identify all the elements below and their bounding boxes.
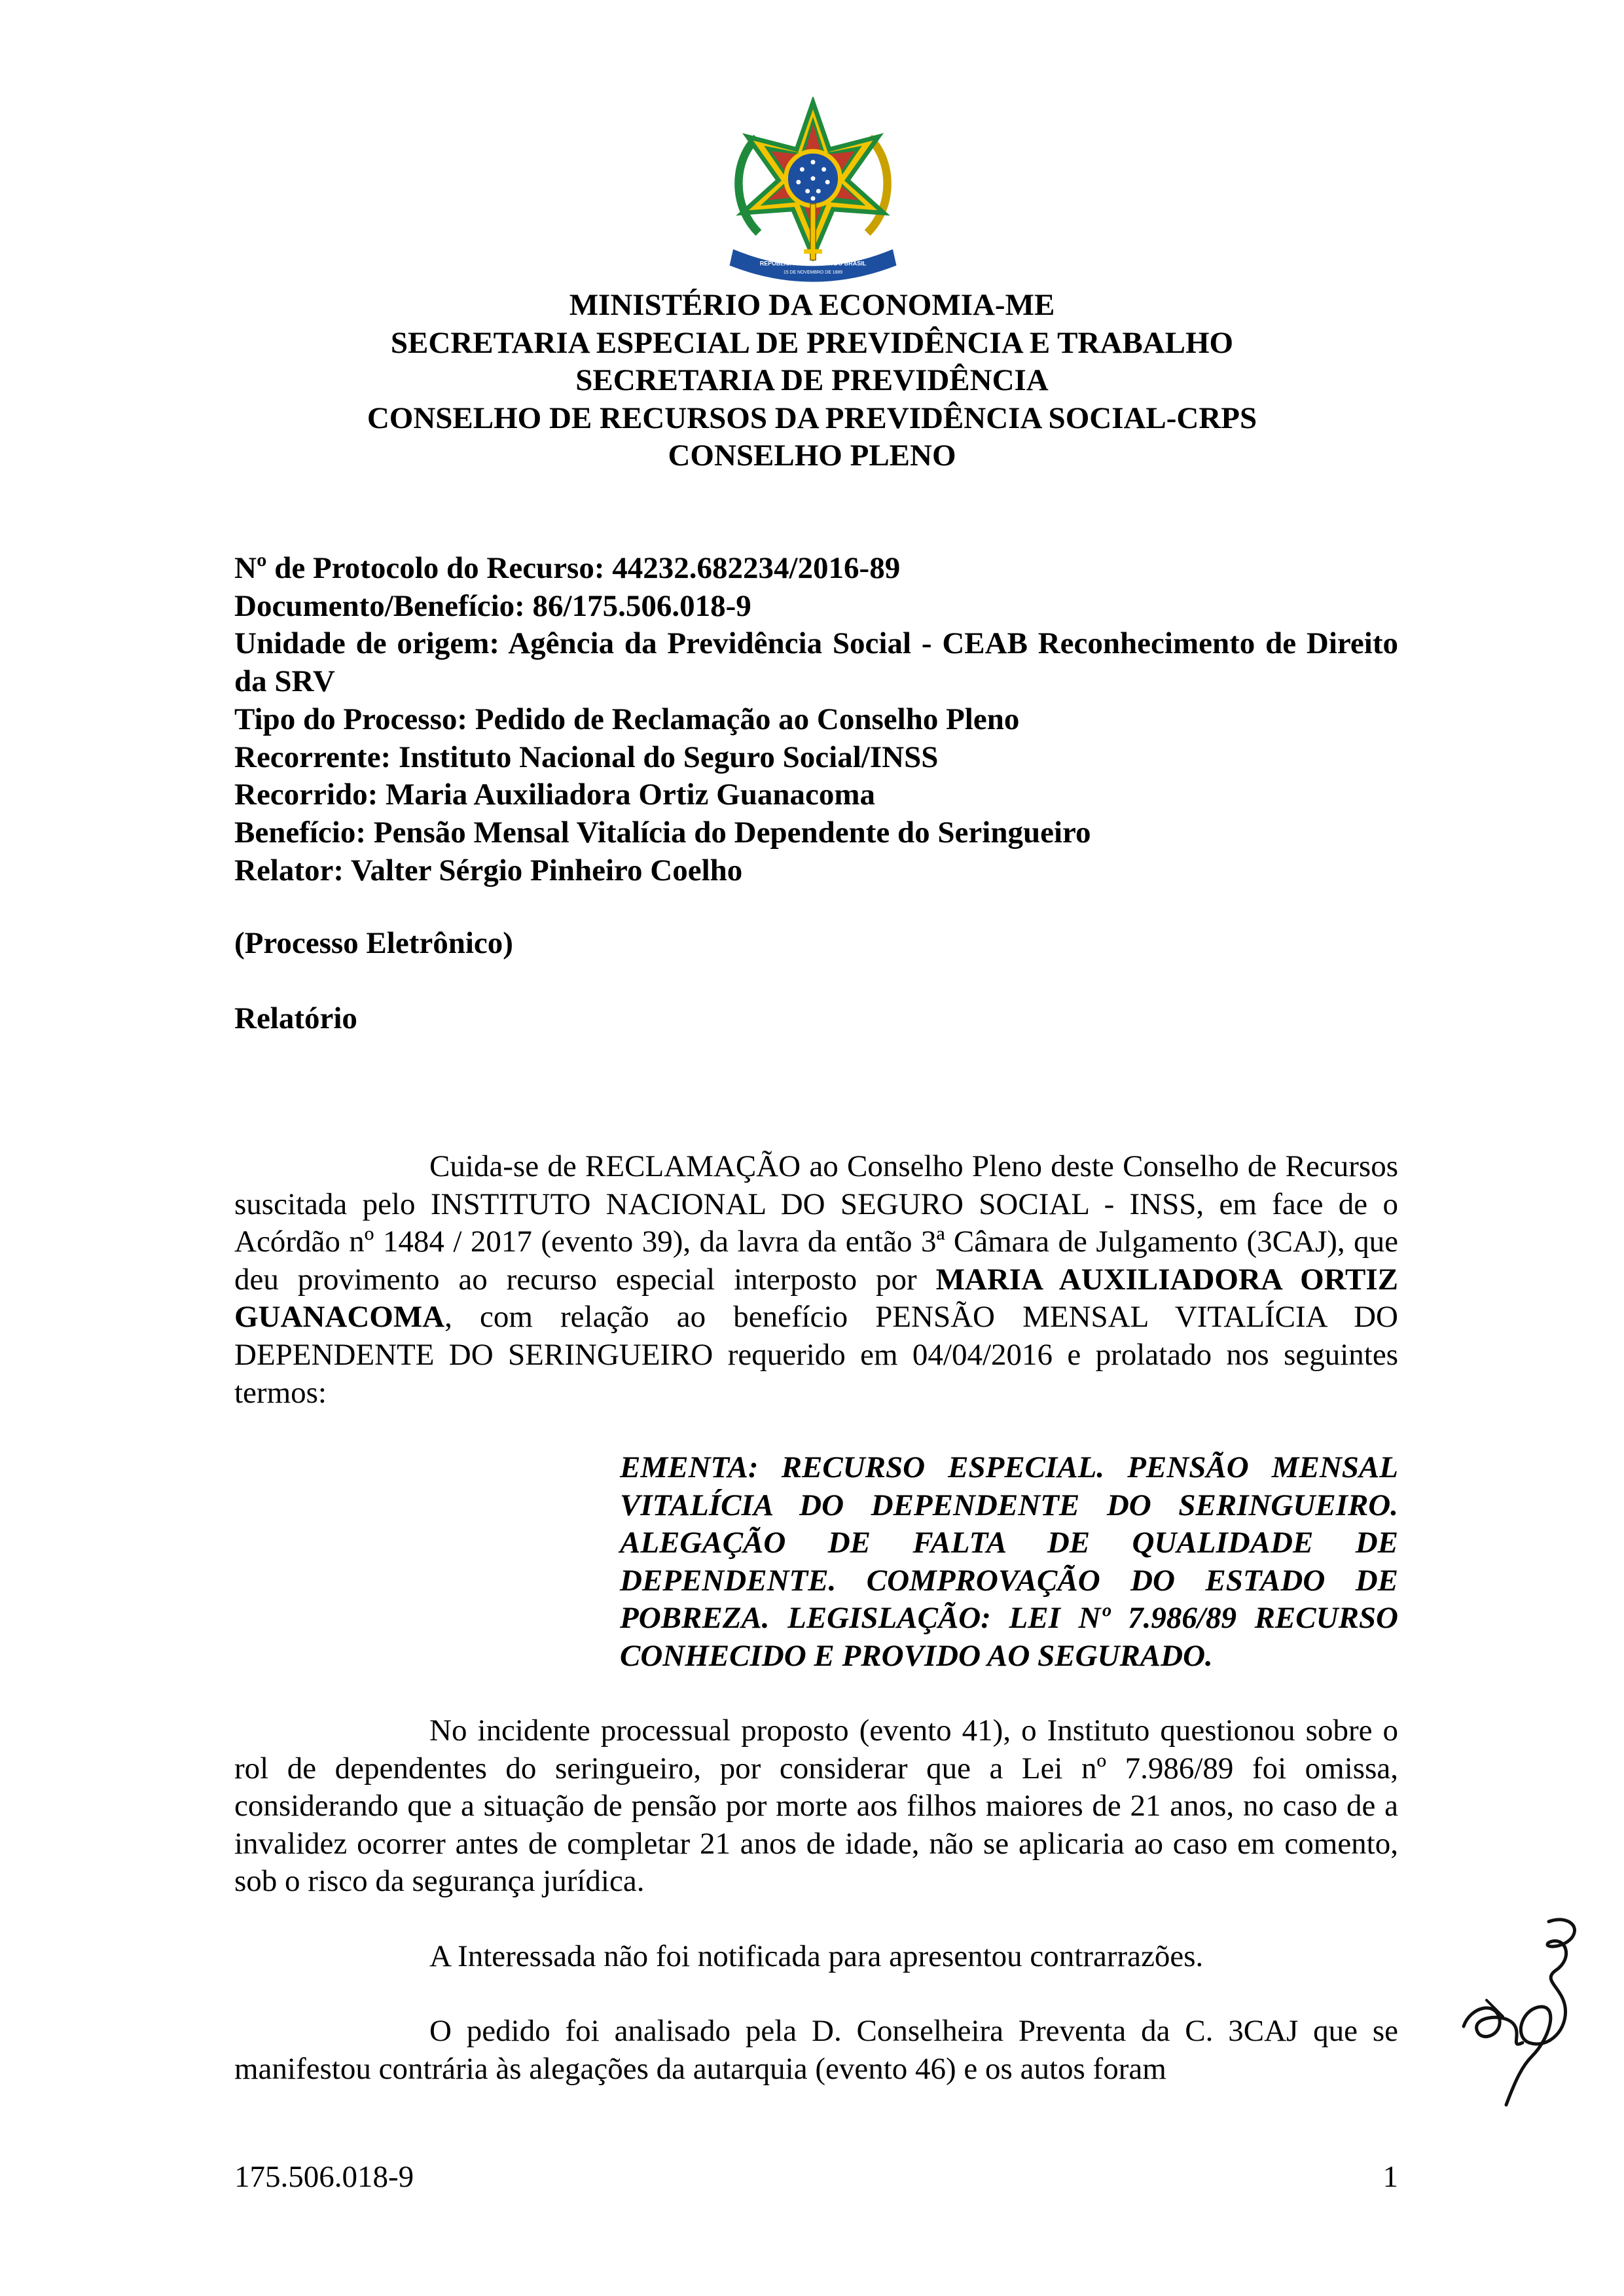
meta-relator: Relator: Valter Sérgio Pinheiro Coelho (234, 853, 743, 888)
header-plenary: CONSELHO PLENO (668, 439, 956, 473)
relatorio-heading: Relatório (234, 1001, 357, 1035)
paragraph-1-party-name: MARIA AUXILIADORA ORTIZ GUANACOMA (234, 1262, 1398, 1335)
footer-doc-number: 175.506.018-9 (234, 2160, 414, 2194)
paragraph-1-intro: Cuida-se de RECLAMAÇÃO ao Conselho Pleno deste Conselho de Recursos suscitada pelo INSTITUTO NACIONAL DO SEGURO SOCIAL - INSS, em face de o Acórdão nº 1484 / 2017 (evento 39), da lavra da então 3ª Câmara de Julgamento (3CAJ), que deu provimento ao recurso especial interposto por (234, 1149, 1398, 1297)
header-special-secretariat: SECRETARIA ESPECIAL DE PREVIDÊNCIA E TRABALHO (390, 325, 1234, 360)
meta-tipo: Tipo do Processo: Pedido de Reclamação ao Conselho Pleno (234, 702, 1020, 736)
meta-documento: Documento/Benefício: 86/175.506.018-9 (234, 588, 751, 623)
emblem-date-text: 15 DE NOVEMBRO DE 1889 (783, 270, 843, 276)
ementa-quote: EMENTA: RECURSO ESPECIAL. PENSÃO MENSAL VITALÍCIA DO DEPENDENTE DO SERINGUEIRO. ALEGAÇÃO DE FALTA DE QUALIDADE DE DEPENDENTE. COMPROVAÇÃO DO ESTADO DE POBREZA. LEGISLAÇÃO: LEI Nº 7.986/89 RECURSO CONHECIDO E PROVIDO AO SEGURADO. (620, 1450, 1398, 1673)
meta-recorrente: Recorrente: Instituto Nacional do Seguro Social/INSS (234, 740, 939, 774)
footer-page-number: 1 (1382, 2160, 1398, 2194)
header-council: CONSELHO DE RECURSOS DA PREVIDÊNCIA SOCIAL-CRPS (367, 401, 1257, 435)
meta-recorrido: Recorrido: Maria Auxiliadora Ortiz Guanacoma (234, 778, 876, 812)
header-ministry: MINISTÉRIO DA ECONOMIA-ME (569, 288, 1055, 322)
meta-protocolo: Nº de Protocolo do Recurso: 44232.682234/2016-89 (234, 551, 901, 585)
meta-beneficio: Benefício: Pensão Mensal Vitalícia do Dependente do Seringueiro (234, 815, 1091, 850)
processo-label: (Processo Eletrônico) (234, 926, 513, 960)
meta-unidade: Unidade de origem: Agência da Previdência Social - CEAB Reconhecimento de Direito da SRV (234, 626, 1398, 699)
paragraph-1-rest: , com relação ao benefício PENSÃO MENSAL VITALÍCIA DO DEPENDENTE DO SERINGUEIRO requerido em 04/04/2016 e prolatado nos seguintes termos: (234, 1300, 1398, 1410)
case-metadata (234, 550, 1398, 889)
coat-of-arms-brazil-icon (722, 97, 904, 283)
paragraph-4: O pedido foi analisado pela D. Conselheira Preventa da C. 3CAJ que se manifestou contrária às alegações da autarquia (evento 46) e os autos foram (234, 2014, 1398, 2086)
header-secretariat: SECRETARIA DE PREVIDÊNCIA (575, 363, 1049, 397)
paragraph-1 (234, 1148, 1398, 1412)
paragraph-3: A Interessada não foi notificada para apresentou contrarrazões. (429, 1939, 1204, 1973)
paragraph-2: No incidente processual proposto (evento 41), o Instituto questionou sobre o rol de dependentes do seringueiro, por considerar que a Lei nº 7.986/89 foi omissa, considerando que a situação de pensão por morte aos filhos maiores de 21 anos, no caso de a invalidez ocorrer antes de completar 21 anos de idade, não se aplicaria ao caso em comento, sob o risco da segurança jurídica. (234, 1713, 1398, 1899)
emblem-ribbon-text: REPÚBLICA FEDERATIVA DO BRASIL (759, 260, 867, 267)
handwritten-signature-icon (1451, 1909, 1588, 2118)
page-footer (234, 2159, 1398, 2196)
document-header (196, 287, 1428, 475)
